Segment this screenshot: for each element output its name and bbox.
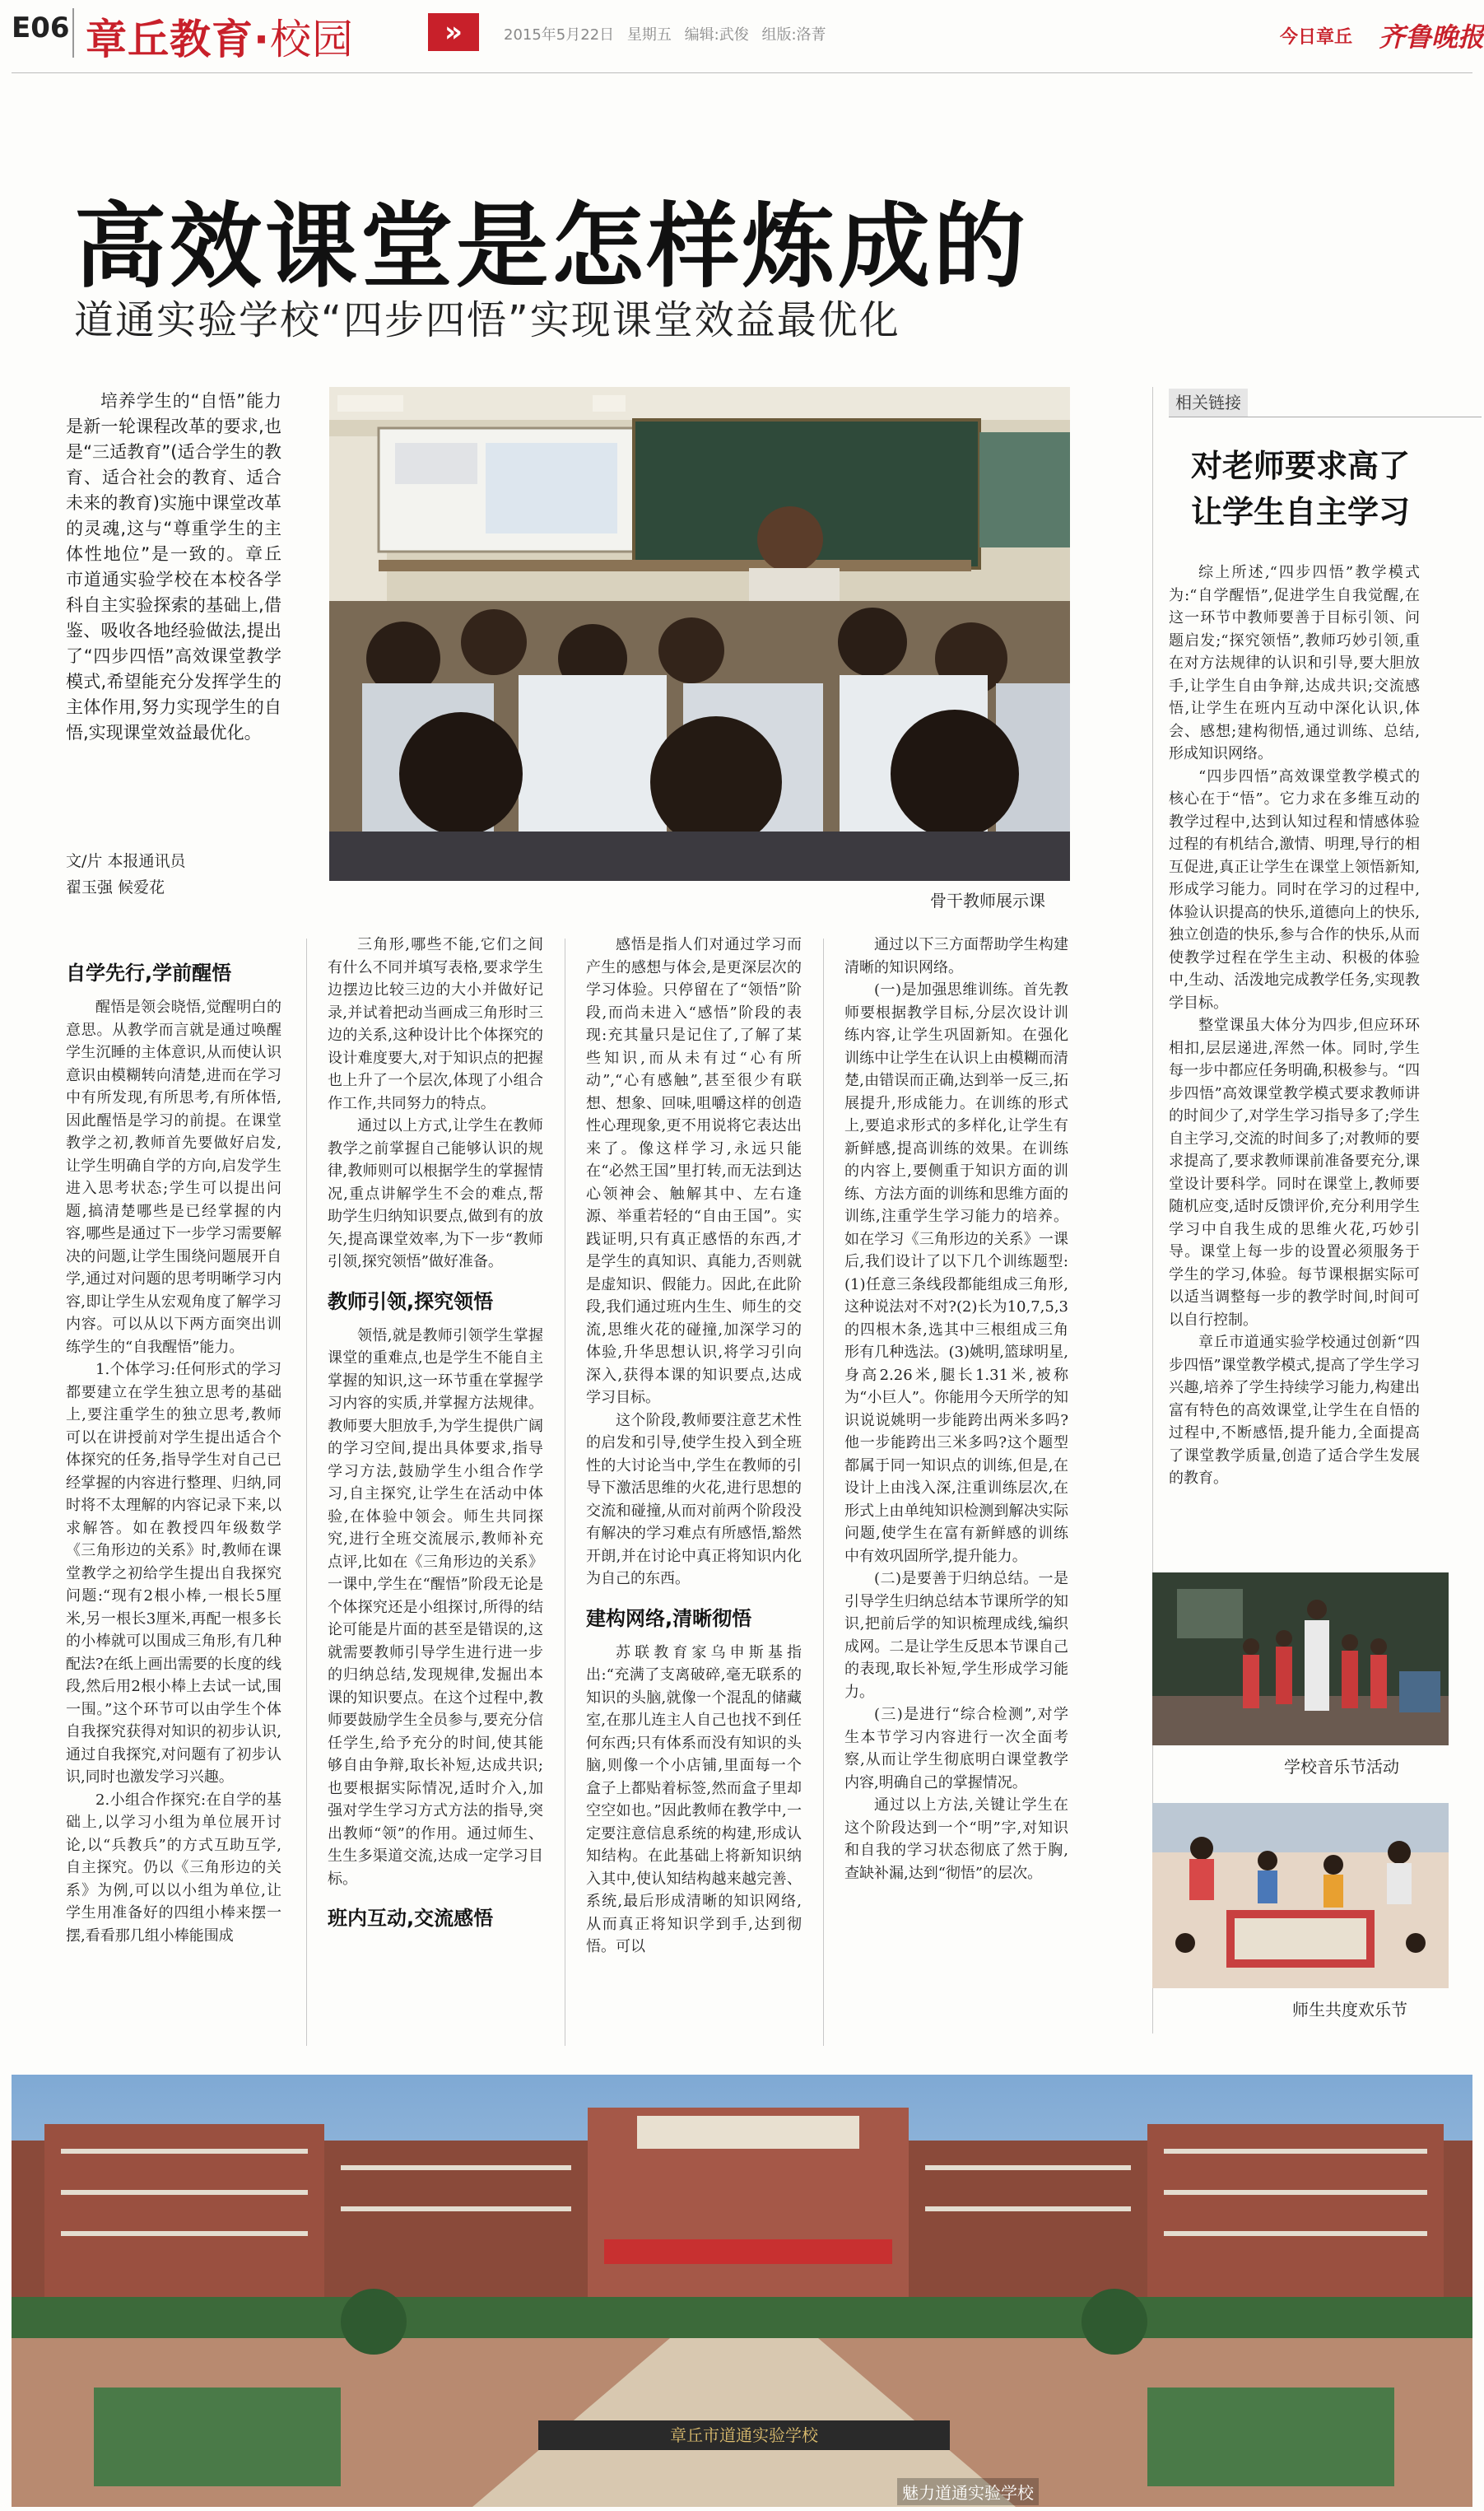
paragraph: 通过以上方式,让学生在教师教学之前掌握自己能够认识的规律,教师则可以根据学生的掌握情况,重点讲解学生不会的难点,帮助学生归纳知识要点,做到有的放矢,提高课堂效率,为下一步“教师引领,探究领悟”做好准备。	[328, 1117, 543, 1270]
paragraph: (二)是要善于归纳总结。一是引导学生归纳总结本节课所学的知识,把前后学的知识梳理成线,编织成网。二是让学生反思本节课自己的表现,取长补短,学生形成学习能力。	[844, 1570, 1068, 1701]
paragraph: “四步四悟”高效课堂教学模式的核心在于“悟”。它力求在多维互动的教学过程中,达到认知过程和情感体验过程的有机结合,激情、明理,导行的相互促进,真正让学生在课堂上领悟新知,形成学习能力。同时在学习的过程中,体验认识提高的快乐,道德向上的快乐,独立创造的快乐,参与合作的快乐,从而使教学过程在学生主动、积极的体验中,生动、活泼地完成教学任务,实现教学目标。	[1169, 767, 1420, 1012]
sidebar-title-line2: 让学生自主学习	[1190, 494, 1410, 530]
article-column-3	[586, 934, 802, 1959]
paragraph: 通过以下三方面帮助学生构建清晰的知识网络。	[844, 936, 1068, 976]
section-sub: 校园	[270, 16, 354, 63]
article-column-4	[844, 934, 1068, 1884]
paragraph: 感悟是指人们对通过学习而产生的感想与体会,是更深层次的学习体验。只停留在了“领悟”阶段,而尚未进入“感悟”阶段的表现:充其量只是记住了,了解了某些知识,而从未有过“心有所动”,“心有感触”,甚至很少有联想、想象、回味,咀嚼这样的创造性心理现象,更不用说将它表达出来了。像这样学习,永远只能在“必然王国”里打转,而无法到达心领神会、触解其中、左右逢源、举重若轻的“自由王国”。实践证明,只有真正感悟的东西,才是学生的真知识、真能力,否则就是虚知识、假能力。因此,在此阶段,我们通过班内生生、师生的交流,思维火花的碰撞,加深学习的体验,升华思想认识,将学习引向深入,获得本课的知识要点,达成学习目标。	[586, 936, 802, 1406]
music-festival-photo	[1152, 1572, 1449, 1745]
issue-layout: 组版:洛菁	[761, 26, 826, 44]
byline	[66, 848, 281, 901]
section-name: 章丘教育	[86, 16, 254, 63]
article-column-2	[328, 934, 543, 1941]
sidebar-body	[1169, 561, 1420, 1490]
paragraph: 领悟,就是教师引领学生掌握课堂的重难点,也是学生不能自主掌握的知识,这一环节重在掌握学习内容的实质,并掌握方法规律。教师要大胆放手,为学生提供广阔的学习空间,提出具体要求,指导学习方法,鼓励学生小组合作学习,自主探究,让学生在活动中体验,在体验中领会。师生共同探究,进行全班交流展示,教师补充点评,比如在《三角形边的关系》一课中,学生在“醒悟”阶段无论是个体探究还是小组探讨,所得的结论可能是片面的甚至是错误的,这就需要教师引导学生进行进一步的归纳总结,发现规律,发掘出本课的知识要点。在这个过程中,教师要鼓励学生全员参与,要充分信任学生,给予充分的时间,使其能够自由争辩,取长补短,达成共识;也要根据实际情况,适时介入,加强对学生学习方式方法的指导,突出教师“领”的作用。通过师生、生生多渠道交流,达成一定学习目标。	[328, 1326, 543, 1888]
sidebar-title-line1: 对老师要求高了	[1190, 448, 1410, 484]
header-rule	[12, 72, 1472, 73]
paragraph: 三角形,哪些不能,它们之间有什么不同并填写表格,要求学生边摆边比较三边的大小并做好记录,并试着把动当画成三角形时三边的关系,这种设计比个体探究的设计难度要大,对于知识点的把握也上升了一个层次,体现了小组合作工作,共同努力的特点。	[328, 936, 543, 1112]
paragraph: 醒悟是领会晓悟,觉醒明白的意思。从教学而言就是通过唤醒学生沉睡的主体意识,从而使认识意识由模糊转向清楚,进而在学习中有所发现,有所思考,有所体悟,因此醒悟是学习的前提。在课堂教学之初,教师首先要做好启发,让学生明确自学的方向,启发学生进入思考状态;学生可以提出问题,搞清楚哪些是已经掌握的内容,哪些是通过下一步学习需要解决的问题,让学生围绕问题展开自学,通过对问题的思考明晰学习内容,即让学生从宏观角度了解学习内容。可以从以下两方面突出训练学生的“自我醒悟”能力。	[66, 999, 281, 1356]
column-divider	[823, 939, 824, 2046]
sidebar-title	[1152, 443, 1449, 535]
paragraph: 1.个体学习:任何形式的学习都要建立在学生独立思考的基础上,要注重学生的独立思考,教师可以在讲授前对学生提出适合个体探究的任务,指导学生对自己已经掌握的内容进行整理、归纳,同时将不太理解的内容记录下来,以求解答。如在教授四年级数学《三角形边的关系》时,教师在课堂教学之初给学生提出自我探究问题:“现有2根小棒,一根长5厘米,另一根长3厘米,再配一根多长的小棒就可以围成三角形,有几种配法?在纸上画出需要的长度的线段,然后用2根小棒上去试一试,围一围。”这个环节可以由学生个体自我探究获得对知识的初步认识,通过自我探究,对问题有了初步认识,同时也激发学习兴趣。	[66, 1361, 281, 1786]
article-column-1	[66, 945, 281, 1947]
subhead-4: 建构网络,清晰彻悟	[586, 1606, 752, 1630]
issue-date: 2015年5月22日	[504, 26, 615, 44]
byline-line2: 翟玉强 候爱花	[66, 878, 165, 897]
joy-festival-caption: 师生共度欢乐节	[1292, 2000, 1407, 2020]
subhead-2: 教师引领,探究领悟	[328, 1289, 494, 1313]
issue-editor: 编辑:武俊	[684, 26, 749, 44]
classroom-photo	[329, 387, 1070, 881]
lead-paragraph: 培养学生的“自悟”能力是新一轮课程改革的要求,也是“三适教育”(适合学生的教育、适合社会的教育、适合未来的教育)实施中课堂改革的灵魂,这与“尊重学生的主体性地位”是一致的。章丘市道通实验学校在本校各学科自主实验探索的基础上,借鉴、吸收各地经验做法,提出了“四步四悟”高效课堂教学模式,希望能充分发挥学生的主体作用,努力实现学生的自悟,实现课堂效益最优化。	[66, 391, 281, 743]
paragraph: 通过以上方法,关键让学生在这个阶段达到一个“明”字,对知识和自我的学习状态彻底了然于胸,查缺补漏,达到“彻悟”的层次。	[844, 1796, 1068, 1882]
classroom-caption: 骨干教师展示课	[930, 891, 1045, 911]
paragraph: 2.小组合作探究:在自学的基础上,以学习小组为单位展开讨论,以“兵教兵”的方式互助互学,自主探究。仍以《三角形边的关系》为例,可以以小组为单位,让学生用准备好的四组小棒来摆一摆,看看那几组小棒能围成	[66, 1791, 281, 1945]
school-building-photo	[12, 2075, 1472, 2507]
paragraph: 章丘市道通实验学校通过创新“四步四悟”课堂教学模式,提高了学生学习兴趣,培养了学生持续学习能力,构建出富有特色的高效课堂,让学生在自悟的过程中,不断感悟,提升能力,全面提高了课堂教学质量,创造了适合学生发展的教育。	[1169, 1334, 1420, 1487]
joy-festival-photo	[1152, 1803, 1449, 1988]
section-title	[86, 7, 354, 66]
music-festival-caption: 学校音乐节活动	[1284, 1757, 1399, 1777]
paragraph: 综上所述,“四步四悟”教学模式为:“自学醒悟”,促进学生自我觉醒,在这一环节中教师要善于目标引领、问题启发;“探究领悟”,教师巧妙引领,重在对方法规律的认识和引导,要大胆放手,让学生自由争辩,达成共识;交流感悟,让学生在班内互动中深化认识,体会、感想;建构彻悟,通过训练、总结,形成知识网络。	[1169, 564, 1420, 762]
school-building-caption: 魅力道通实验学校	[897, 2478, 1039, 2505]
headline-title: 高效课堂是怎样炼成的	[74, 193, 1029, 300]
byline-line1: 文/片 本报通讯员	[66, 852, 186, 870]
related-link-tag: 相关链接	[1169, 389, 1248, 417]
header-separator	[72, 8, 74, 58]
newspaper-logo: 齐鲁晚报	[1379, 21, 1484, 53]
section-arrow-icon: »	[428, 13, 479, 51]
today-label: 今日章丘	[1280, 27, 1353, 48]
school-nameplate: 章丘市道通实验学校	[670, 2425, 818, 2445]
section-dot: ·	[254, 16, 270, 63]
headline-subtitle: 道通实验学校“四步四悟”实现课堂效益最优化	[74, 297, 900, 343]
sidebar-divider	[1152, 387, 1153, 2033]
paragraph: 整堂课虽大体分为四步,但应环环相扣,层层递进,浑然一体。同时,学生每一步中都应任务明确,积极参与。“四步四悟”高效课堂教学模式要求教师讲的时间少了,对学生学习指导多了;学生自主学习,交流的时间多了;对教师的要求提高了,要求教师课前准备要充分,课堂设计要科学。同时在课堂上,教师要随机应变,适时反馈评价,充分利用学生学习中自我生成的思维火花,巧妙引导。课堂上每一步的设置必须服务于学生的学习,体验。每节课根据实际可以适当调整每一步的教学时间,时间可以自行控制。	[1169, 1017, 1420, 1329]
paragraph: (一)是加强思维训练。首先教师要根据教学目标,分层次设计训练内容,让学生巩固新知。在强化训练中让学生在认识上由模糊而清楚,由错误而正确,达到举一反三,拓展提升,形成能力。在训练的形式上,要追求形式的多样化,让学生有新鲜感,提高训练的效果。在训练的内容上,要侧重于知识方面的训练、方法方面的训练和思维方面的训练,注重学生学习能力的培养。如在学习《三角形边的关系》一课后,我们设计了以下几个训练题型:(1)任意三条线段都能组成三角形,这种说法对不对?(2)长为10,7,5,3的四根木条,选其中三根组成三角形有几种选法。(3)姚明,篮球明星,身高2.26米,腿长1.31米,被称为“小巨人”。你能用今天所学的知识说说姚明一步能跨出两米多吗?他一步能跨出三米多吗?这个题型都属于同一知识点的训练,但是,在设计上由浅入深,注重训练层次,在形式上由单纯知识检测到解决实际问题,使学生在富有新鲜感的训练中有效巩固所学,提升能力。	[844, 981, 1068, 1565]
issue-weekday: 星期五	[626, 26, 672, 44]
paragraph: 这个阶段,教师要注意艺术性的启发和引导,使学生投入到全班性的大讨论当中,学生在教师的引导下激活思维的火花,进行思想的交流和碰撞,从而对前两个阶段没有解决的学习难点有所感悟,豁然开朗,并在讨论中真正将知识内化为自己的东西。	[586, 1411, 802, 1587]
paragraph: (三)是进行“综合检测”,对学生本节学习内容进行一次全面考察,从而让学生彻底明白课堂教学内容,明确自己的掌握情况。	[844, 1706, 1068, 1791]
paragraph: 苏联教育家乌申斯基指出:“充满了支离破碎,毫无联系的知识的头脑,就像一个混乱的储藏室,在那儿连主人自己也找不到任何东西;只有体系而没有知识的头脑,则像一个小店铺,里面每一个盒子上都贴着标签,然而盒子里却空空如也。”因此教师在教学中,一定要注意信息系统的构建,形成认知结构。在此基础上将新知识纳入其中,使认知结构越来越完善、系统,最后形成清晰的知识网络,从而真正将知识学到手,达到彻悟。可以	[586, 1643, 802, 1955]
issue-meta	[504, 23, 826, 44]
page-number: E06	[12, 12, 70, 44]
column-divider	[306, 939, 307, 2046]
subhead-1: 自学先行,学前醒悟	[66, 962, 232, 985]
subhead-3: 班内互动,交流感悟	[328, 1907, 494, 1930]
